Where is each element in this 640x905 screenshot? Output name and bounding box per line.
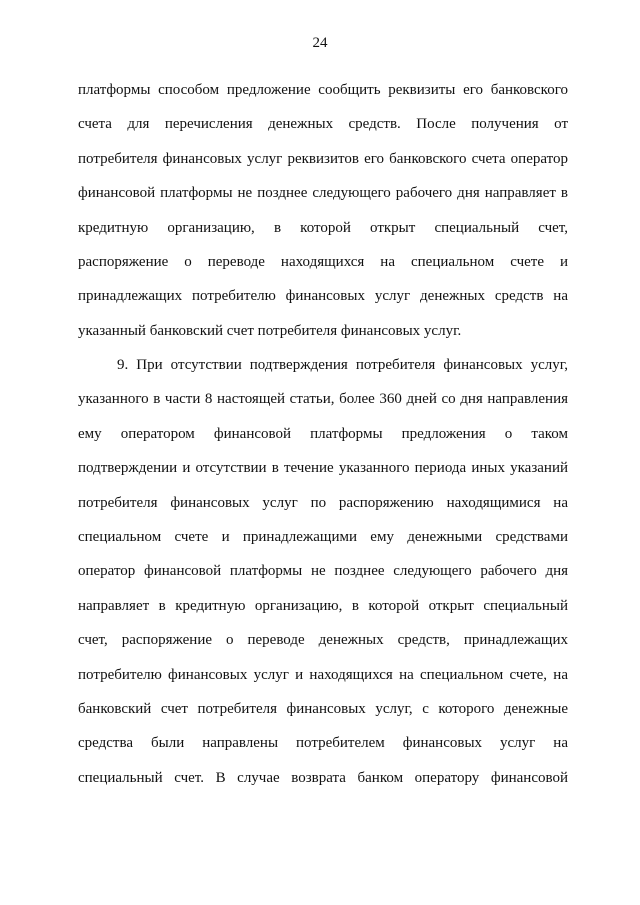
page-number: 24 [312,35,328,51]
text-line: 9. При отсутствии подтверждения потребителя финансовых услуг, [117,357,568,373]
text-line: направляет в кредитную организацию, в которой открыт специальный [78,597,568,614]
text-line: распоряжение о переводе находящихся на специальном счете и [78,253,568,270]
text-line: потребителя финансовых услуг по распоряжению находящимися на [78,494,568,511]
text-line: счета для перечисления денежных средств. После получения от [78,116,568,133]
text-line: подтверждении и отсутствии в течение указанного периода иных указаний [78,460,568,477]
text-line: банковский счет потребителя финансовых услуг, с которого денежные [78,700,568,717]
text-line: оператор финансовой платформы не позднее следующего рабочего дня [78,563,568,580]
text-line: средства были направлены потребителем финансовых услуг на [78,735,568,752]
text-line: указанный банковский счет потребителя финансовых услуг. [78,322,462,339]
paragraph-item-9 [78,348,568,795]
text-line: платформы способом предложение сообщить реквизиты его банковского [78,82,568,98]
text-line: финансовой платформы не позднее следующего рабочего дня направляет в [78,185,568,202]
paragraph-continuation [78,73,568,348]
text-line: кредитную организацию, в которой открыт специальный счет, [78,219,568,236]
text-line: потребителю финансовых услуг и находящихся на специальном счете, на [78,666,568,683]
text-line: указанного в части 8 настоящей статьи, более 360 дней со дня направления [78,391,568,408]
text-line: ему оператором финансовой платформы предложения о таком [78,425,568,442]
text-line: специальном счете и принадлежащими ему денежными средствами [78,528,568,545]
text-line: счет, распоряжение о переводе денежных средств, принадлежащих [78,632,568,649]
text-line: потребителя финансовых услуг реквизитов его банковского счета оператор [78,150,568,167]
text-line: принадлежащих потребителю финансовых услуг денежных средств на [78,288,568,305]
text-line: специальный счет. В случае возврата банком оператору финансовой [78,769,568,786]
